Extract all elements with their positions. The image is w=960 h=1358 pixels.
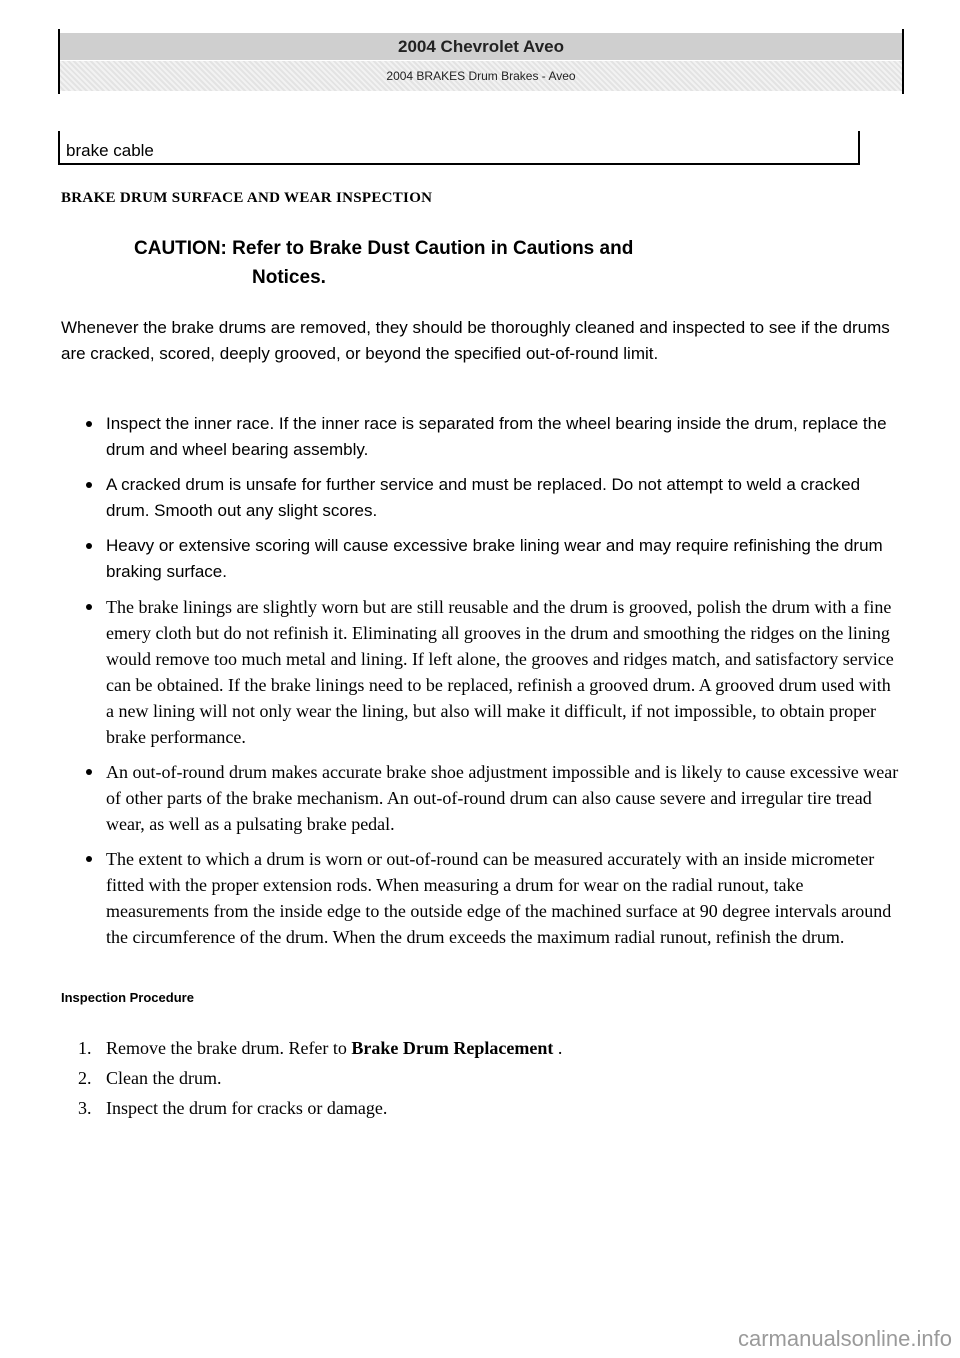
caution-note	[134, 234, 774, 292]
bullet-text: A cracked drum is unsafe for further service and must be replaced. Do not attempt to weld a cracked drum. Smooth out any slight scores.	[106, 475, 861, 520]
bullet-item	[84, 759, 902, 837]
bullet-item	[84, 533, 902, 585]
caution-line-2: Notices.	[252, 267, 326, 288]
intro-paragraph: Whenever the brake drums are removed, they should be thoroughly cleaned and inspected to see if the drums are cracked, scored, deeply grooved, or beyond the specified out-of-round limit.	[61, 318, 890, 363]
bullet-icon	[86, 604, 92, 610]
bullet-text: Heavy or extensive scoring will cause excessive brake lining wear and may require refinishing the drum braking surface.	[106, 536, 883, 581]
bullet-text: The brake linings are slightly worn but are still reusable and the drum is grooved, polish the drum with a fine emery cloth but do not refinish it. Eliminating all grooves in the drum and smoothing the ridges on the lining would remove too much metal and lining. If left alone, the grooves and ridges match, and satisfactory service can be obtained. If the brake linings need to be replaced, refinish a grooved drum. A grooved drum used with a new lining will not only wear the lining, but also will make it difficult, if not impossible, to obtain proper brake performance.	[106, 597, 894, 747]
caution-line-1: CAUTION: Refer to Brake Dust Caution in Cautions and	[134, 238, 634, 259]
document-subtitle: 2004 BRAKES Drum Brakes - Aveo	[60, 61, 902, 91]
continued-text: brake cable	[66, 141, 154, 160]
bullet-text: The extent to which a drum is worn or out-of-round can be measured accurately with an inside micrometer fitted with the proper extension rods. When measuring a drum for wear on the radial runout, take measurements from the inside edge to the outside edge of the machined surface at 90 degree intervals around the circumference of the drum. When the drum exceeds the maximum radial runout, refinish the drum.	[106, 849, 892, 947]
procedure-step	[78, 1034, 878, 1062]
procedure-step	[78, 1094, 878, 1122]
procedure-steps	[78, 1034, 878, 1124]
step-text-after: .	[553, 1038, 563, 1058]
bullet-text: Inspect the inner race. If the inner race is separated from the wheel bearing inside the drum, replace the drum and wheel bearing assembly.	[106, 414, 887, 459]
bullet-icon	[86, 856, 92, 862]
bullet-icon	[86, 482, 92, 488]
inspection-bullet-list	[84, 411, 902, 959]
brake-drum-replacement-link[interactable]: Brake Drum Replacement	[351, 1038, 554, 1058]
inspection-procedure-heading: Inspection Procedure	[61, 990, 194, 1005]
bullet-icon	[86, 769, 92, 775]
bullet-item	[84, 594, 902, 750]
step-number: 1.	[78, 1038, 92, 1058]
bullet-item	[84, 846, 902, 950]
bullet-item	[84, 472, 902, 524]
bullet-text: An out-of-round drum makes accurate brake shoe adjustment impossible and is likely to cause excessive wear of other parts of the brake mechanism. An out-of-round drum can also cause severe and irregular tire tread wear, as well as a pulsating brake pedal.	[106, 762, 899, 834]
procedure-step	[78, 1064, 878, 1092]
page-header	[58, 29, 904, 94]
step-text: Inspect the drum for cracks or damage.	[106, 1098, 388, 1118]
bullet-icon	[86, 543, 92, 549]
bullet-icon	[86, 421, 92, 427]
step-text: Remove the brake drum. Refer to	[106, 1038, 352, 1058]
step-number: 3.	[78, 1098, 92, 1118]
bullet-item	[84, 411, 902, 463]
document-title: 2004 Chevrolet Aveo	[60, 33, 902, 61]
continued-content-box	[58, 131, 860, 165]
step-text: Clean the drum.	[106, 1068, 222, 1088]
section-heading: BRAKE DRUM SURFACE AND WEAR INSPECTION	[61, 190, 433, 206]
step-number: 2.	[78, 1068, 92, 1088]
watermark: carmanualsonline.info	[737, 1326, 952, 1351]
